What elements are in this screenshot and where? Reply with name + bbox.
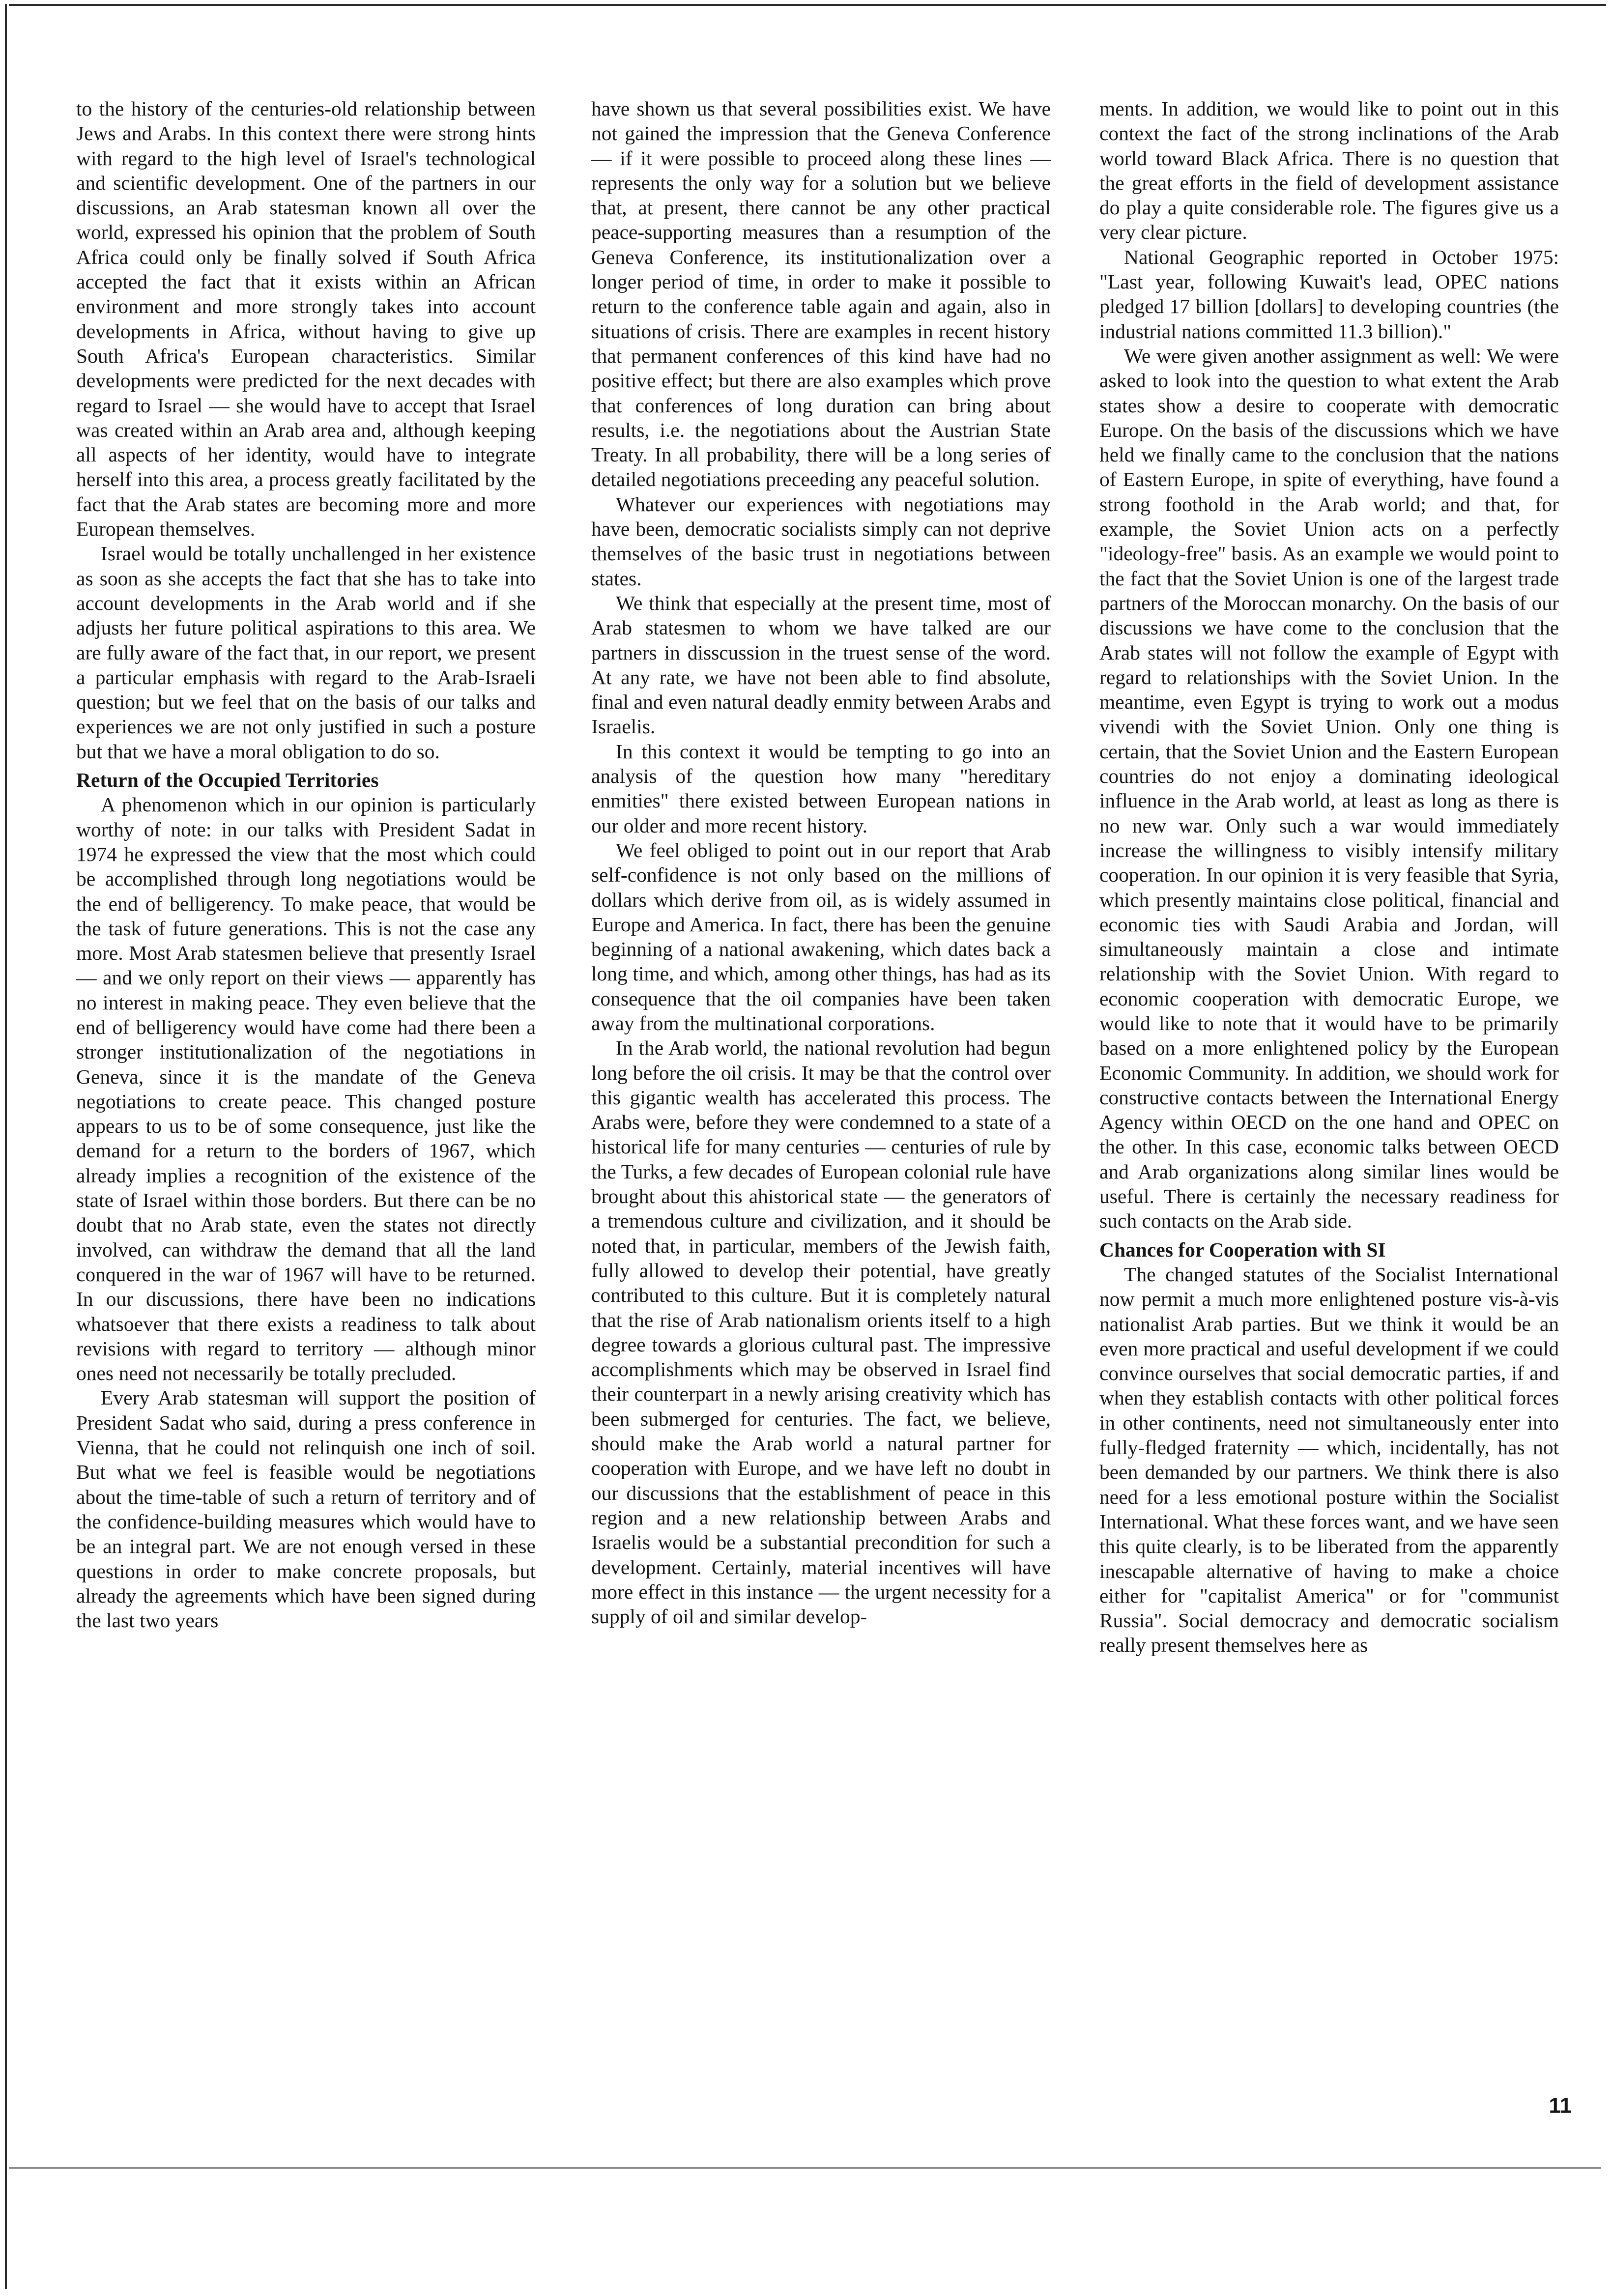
section-heading: Chances for Cooperation with SI [1099, 1238, 1386, 1261]
page-frame-top-rule [9, 4, 1606, 6]
page-frame-left-rule [5, 4, 7, 2289]
paragraph: Whatever our experiences with negotiations may have been, democratic socialists simply can not deprive themselves of the basic trust in negotiations between states. [591, 492, 1051, 590]
paragraph: ments. In addition, we would like to point out in this context the fact of the strong inclinations of the Arab world toward Black Africa. There is no question that the great efforts in the field of development assistance do play a quite considerable role. The figures give us a very clear picture. [1099, 97, 1559, 244]
text-column-1 [76, 96, 536, 1633]
paragraph: The changed statutes of the Socialist International now permit a much more enlightened posture vis-à-vis nationalist Arab parties. But we think it would be an even more practical and useful development if we could convince ourselves that social democratic parties, if and when they establish contacts with other political forces in other continents, need not simultaneously enter into fully-fledged fraternity — which, incidentally, has not been demanded by our partners. We think there is also need for a less emotional posture within the Socialist International. What these forces want, and we have seen this quite clearly, is to be liberated from the apparently inescapable alternative of having to make a choice either for "capitalist America" or for "communist Russia". Social democracy and democratic socialism really present themselves here as [1099, 1263, 1559, 1657]
paragraph: National Geographic reported in October 1975: "Last year, following Kuwait's lead, OPEC nations pledged 17 billion [dollars] to developing countries (the industrial nations committed 11.3 billion)." [1099, 245, 1559, 343]
paragraph: A phenomenon which in our opinion is particularly worthy of note: in our talks with President Sadat in 1974 he expressed the view that the most which could be accomplished through long negotiations would be the end of belligerency. To make peace, that would be the task of future generations. This is not the case any more. Most Arab statesmen believe that presently Israel — and we only report on their views — apparently has no interest in making peace. They even believe that the end of belligerency would have come had there been a stronger institutionalization of the negotiations in Geneva, since it is the mandate of the Geneva negotiations to create peace. This changed posture appears to us to be of some consequence, just like the demand for a return to the borders of 1967, which already implies a recognition of the existence of the state of Israel within those borders. But there can be no doubt that no Arab state, even the states not directly involved, can withdraw the demand that all the land conquered in the war of 1967 will have to be returned. In our discussions, there have been no indications whatsoever that there exists a readiness to talk about revisions with regard to territory — although minor ones need not necessarily be totally precluded. [76, 793, 536, 1385]
paragraph: Israel would be totally unchallenged in her existence as soon as she accepts the fact that she has to take into account developments in the Arab world and if she adjusts her future political aspirations to this area. We are fully aware of the fact that, in our report, we present a particular emphasis with regard to the Arab-Israeli question; but we feel that on the basis of our talks and experiences we are not only justified in such a posture but that we have a moral obligation to do so. [76, 542, 536, 763]
paragraph: We were given another assignment as well: We were asked to look into the question to what extent the Arab states show a desire to cooperate with democratic Europe. On the basis of the discussions which we have held we finally came to the conclusion that the nations of Eastern Europe, in spite of everything, have found a strong foothold in the Arab world; and that, for example, the Soviet Union acts on a perfectly "ideology-free" basis. As an example we would point to the fact that the Soviet Union is one of the largest trade partners of the Moroccan monarchy. On the basis of our discussions we have come to the conclusion that the Arab states will not follow the example of Egypt with regard to relationships with the Soviet Union. In the meantime, even Egypt is trying to work out a modus vivendi with the Soviet Union. Only one thing is certain, that the Soviet Union and the Eastern European countries do not enjoy a dominating ideological influence in the Arab world, at least as long as there is no new war. Only such a war would immediately increase the willingness to visibly intensify military cooperation. In our opinion it is very feasible that Syria, which presently maintains close political, financial and economic ties with Saudi Arabia and Jordan, will simultaneously maintain a close and intimate relationship with the Soviet Union. With regard to economic cooperation with democratic Europe, we would like to note that it would have to be primarily based on a more enlightened policy by the European Economic Community. In addition, we should work for constructive contacts between the International Energy Agency within OECD on the one hand and OPEC on the other. In this case, economic talks between OECD and Arab organizations along similar lines would be useful. There is certainly the necessary readiness for such contacts on the Arab side. [1099, 344, 1559, 1233]
paragraph: We think that especially at the present time, most of Arab statesmen to whom we have talked are our partners in disscussion in the truest sense of the word. At any rate, we have not been able to find absolute, final and even natural deadly enmity between Arabs and Israelis. [591, 591, 1051, 738]
paragraph: to the history of the centuries-old relationship between Jews and Arabs. In this context there were strong hints with regard to the high level of Israel's technological and scientific development. One of the partners in our discussions, an Arab statesman known all over the world, expressed his opinion that the problem of South Africa could only be finally solved if South Africa accepted the fact that it exists within an African environment and more strongly takes into account developments in Africa, without having to give up South Africa's European characteristics. Similar developments were predicted for the next decades with regard to Israel — she would have to accept that Israel was created within an Arab area and, although keeping all aspects of her identity, would have to integrate herself into this area, a process greatly facilitated by the fact that the Arab states are becoming more and more European themselves. [76, 97, 536, 541]
text-column-3 [1099, 96, 1559, 1658]
text-column-2 [591, 96, 1051, 1629]
paragraph: In this context it would be tempting to go into an analysis of the question how many "hereditary enmities" there existed between European nations in our older and more recent history. [591, 740, 1051, 837]
paragraph: have shown us that several possibilities exist. We have not gained the impression that the Geneva Conference — if it were possible to proceed along these lines — represents the only way for a solution but we believe that, at present, there cannot be any other practical peace-supporting measures than a resumption of the Geneva Conference, its institutionalization over a longer period of time, in order to make it possible to return to the conference table again and again, also in situations of crisis. There are examples in recent history that permanent conferences of this kind have had no positive effect; but there are also examples which prove that conferences of long duration can bring about results, i.e. the negotiations about the Austrian State Treaty. In all probability, there will be a long series of detailed negotiations preceeding any peaceful solution. [591, 97, 1051, 491]
paragraph: We feel obliged to point out in our report that Arab self-confidence is not only based on the millions of dollars which derive from oil, as is widely assumed in Europe and America. In fact, there has been the genuine beginning of a national awakening, which dates back a long time, and which, among other things, has had as its consequence that the oil companies have been taken away from the multinational corporations. [591, 838, 1051, 1034]
section-heading: Return of the Occupied Territories [76, 769, 379, 792]
page-number: 11 [1549, 2094, 1572, 2118]
paragraph: In the Arab world, the national revolution had begun long before the oil crisis. It may be that the control over this gigantic wealth has accelerated this process. The Arabs were, before they were condemned to a state of a historical life for many centuries — centuries of rule by the Turks, a few decades of European colonial rule have brought about this ahistorical state — the generators of a tremendous culture and civilization, and it should be noted that, in particular, members of the Jewish faith, fully allowed to develop their potential, have greatly contributed to this culture. But it is completely natural that the rise of Arab nationalism orients itself to a high degree towards a glorious cultural past. The impressive accomplishments which may be observed in Israel find their counterpart in a newly arising creativity which has been submerged for centuries. The fact, we believe, should make the Arab world a natural partner for cooperation with Europe, and we have left no doubt in our discussions that the establishment of peace in this region and a new relationship between Arabs and Israelis would be a substantial precondition for such a development. Certainly, material incentives will have more effect in this instance — the urgent necessity for a supply of oil and similar develop- [591, 1036, 1051, 1628]
paragraph: Every Arab statesman will support the position of President Sadat who said, during a press conference in Vienna, that he could not relinquish one inch of soil. But what we feel is feasible would be negotiations about the time-table of such a return of territory and of the confidence-building measures which would have to be an integral part. We are not enough versed in these questions in order to make concrete proposals, but already the agreements which have been signed during the last two years [76, 1386, 536, 1632]
page-frame-bottom-rule [9, 2167, 1601, 2169]
